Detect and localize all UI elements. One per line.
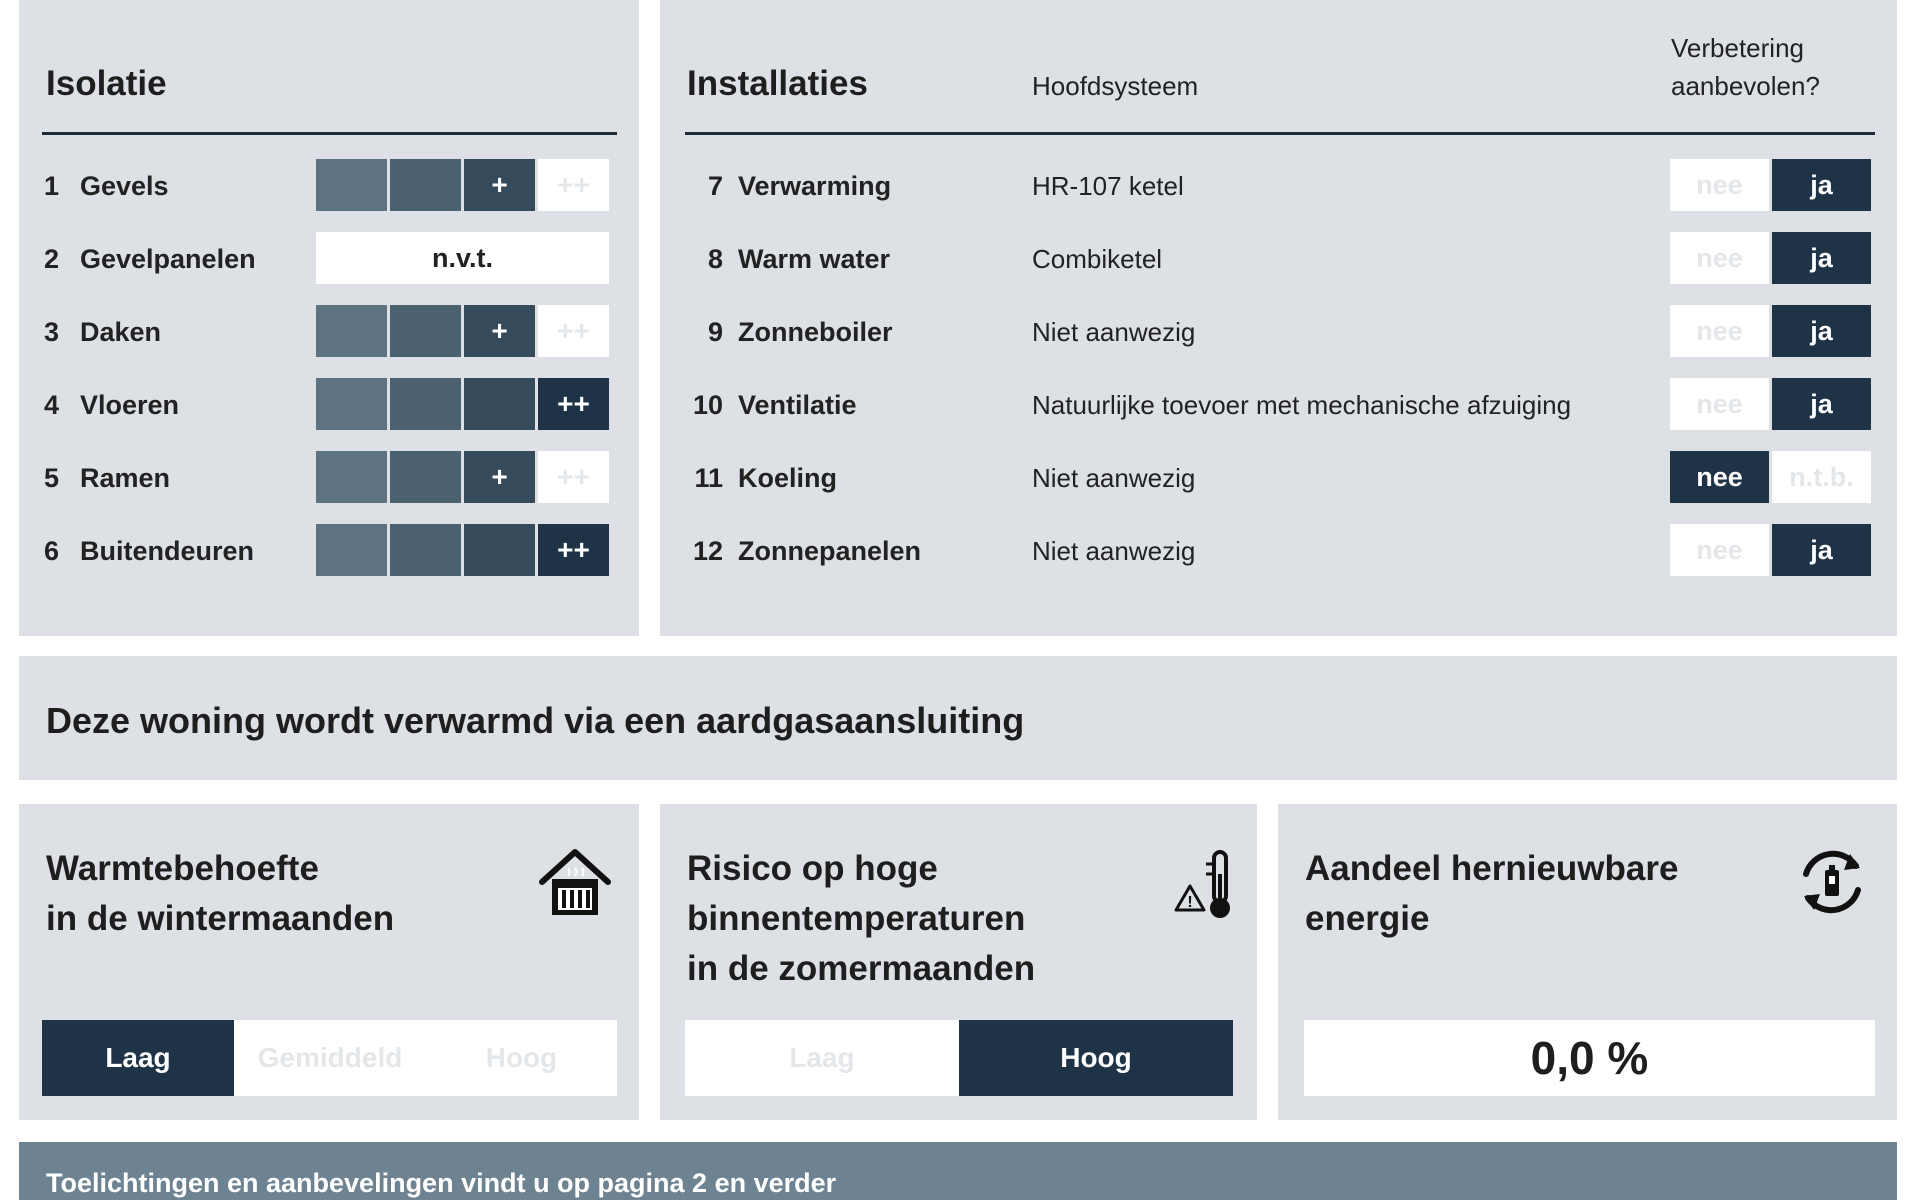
card-title-line: in de wintermaanden <box>46 899 395 938</box>
card-title-line: Aandeel hernieuwbare <box>1305 849 1679 888</box>
installaties-row-zonneboiler <box>685 305 1875 357</box>
installaties-row-verwarming <box>685 159 1875 211</box>
svg-text:!: ! <box>1187 894 1193 911</box>
column-header-system: Hoofdsysteem <box>1032 71 1199 101</box>
advice-no: nee <box>1670 524 1769 576</box>
isolatie-title: Isolatie <box>46 64 167 103</box>
row-label: Koeling <box>738 463 837 493</box>
row-system: Niet aanwezig <box>1032 536 1196 566</box>
level-segment-2 <box>390 524 461 576</box>
house-heating-icon <box>538 846 612 920</box>
row-number: 10 <box>692 390 723 420</box>
advice-yes: ja <box>1772 378 1871 430</box>
row-number: 12 <box>692 536 723 566</box>
card-title-line: in de zomermaanden <box>687 949 1036 988</box>
heating-banner <box>19 656 1897 780</box>
advice-no: nee <box>1670 159 1769 211</box>
advice-yes: ja <box>1772 232 1871 284</box>
level-segment-3: + <box>464 159 535 211</box>
row-label: Zonneboiler <box>738 317 893 347</box>
advice-yes: ja <box>1772 305 1871 357</box>
level-segment-3: + <box>464 305 535 357</box>
installaties-row-warm-water <box>685 232 1875 284</box>
level-segment-4: ++ <box>538 378 609 430</box>
row-number: 6 <box>44 536 60 566</box>
card-title <box>687 844 1035 994</box>
installaties-divider <box>685 132 1875 135</box>
scale-option-hoog: Hoog <box>959 1020 1233 1096</box>
scale-option-laag: Laag <box>42 1020 234 1096</box>
row-label: Verwarming <box>738 171 892 201</box>
row-number: 3 <box>44 317 60 347</box>
card-warmtebehoefte <box>19 804 639 1120</box>
row-number: 11 <box>694 463 723 493</box>
level-segment-1 <box>316 451 387 503</box>
level-segment-4: ++ <box>538 159 609 211</box>
row-label: Warm water <box>738 244 891 274</box>
isolatie-row-gevelpanelen <box>44 232 614 284</box>
installaties-panel <box>660 0 1897 636</box>
scale-option-hoog: Hoog <box>485 1042 558 1073</box>
level-segment-1 <box>316 378 387 430</box>
row-number: 7 <box>707 171 723 201</box>
column-header-advice-line2: aanbevolen? <box>1671 71 1820 101</box>
advice-no: nee <box>1670 451 1769 503</box>
card-title <box>1305 844 1678 944</box>
installaties-row-ventilatie <box>685 378 1875 430</box>
footer-bar <box>19 1142 1897 1200</box>
isolatie-row-buitendeuren <box>44 524 614 576</box>
row-label: Gevelpanelen <box>80 244 256 274</box>
level-segment-2 <box>390 451 461 503</box>
card-title-line: Warmtebehoefte <box>46 849 319 888</box>
level-segment-2 <box>390 305 461 357</box>
row-label: Daken <box>80 317 162 347</box>
advice-tbd: n.t.b. <box>1772 451 1871 503</box>
level-segment-4: ++ <box>538 305 609 357</box>
isolatie-row-gevels <box>44 159 614 211</box>
advice-no: nee <box>1670 305 1769 357</box>
level-segment-1 <box>316 159 387 211</box>
row-number: 2 <box>44 244 60 274</box>
footer-text: Toelichtingen en aanbevelingen vindt u op pagina 2 en verder <box>46 1168 837 1198</box>
row-system: HR-107 ketel <box>1032 171 1184 201</box>
not-applicable-value: n.v.t. <box>316 232 609 284</box>
level-segment-1 <box>316 524 387 576</box>
level-segment-4: ++ <box>538 451 609 503</box>
card-title <box>46 844 394 944</box>
installaties-row-zonnepanelen <box>685 524 1875 576</box>
renewable-share-value: 0,0 % <box>1304 1020 1875 1096</box>
isolatie-row-daken <box>44 305 614 357</box>
row-system: Natuurlijke toevoer met mechanische afzuiging <box>1032 390 1572 420</box>
risico-scale <box>685 1020 1233 1096</box>
renewable-cycle-icon <box>1790 840 1874 924</box>
row-system: Niet aanwezig <box>1032 317 1196 347</box>
warmte-scale <box>42 1020 617 1096</box>
advice-no: nee <box>1670 232 1769 284</box>
advice-no: nee <box>1670 378 1769 430</box>
card-risico-hoge-temperaturen <box>660 804 1257 1120</box>
row-number: 9 <box>707 317 723 347</box>
row-label: Ventilatie <box>738 390 857 420</box>
card-title-line: energie <box>1305 899 1430 938</box>
row-label: Buitendeuren <box>80 536 255 566</box>
level-segment-3: + <box>464 451 535 503</box>
row-label: Ramen <box>80 463 171 493</box>
advice-yes: ja <box>1772 524 1871 576</box>
level-segment-1 <box>316 305 387 357</box>
scale-option-laag: Laag <box>789 1042 855 1073</box>
column-header-advice-line1: Verbetering <box>1671 33 1804 63</box>
scale-option-gemiddeld: Gemiddeld <box>257 1042 403 1073</box>
row-number: 1 <box>44 171 60 201</box>
card-title-line: Risico op hoge <box>687 849 938 888</box>
level-segment-2 <box>390 378 461 430</box>
warning-thermometer-icon <box>1172 846 1238 922</box>
row-label: Gevels <box>80 171 169 201</box>
isolatie-panel <box>19 0 639 636</box>
level-segment-3 <box>464 524 535 576</box>
isolatie-row-ramen <box>44 451 614 503</box>
row-number: 5 <box>44 463 60 493</box>
row-label: Vloeren <box>80 390 180 420</box>
row-label: Zonnepanelen <box>738 536 922 566</box>
installaties-title: Installaties <box>687 64 868 103</box>
isolatie-divider <box>42 132 617 135</box>
row-number: 8 <box>707 244 723 274</box>
isolatie-row-vloeren <box>44 378 614 430</box>
heating-banner-text: Deze woning wordt verwarmd via een aardgasaansluiting <box>46 700 1025 741</box>
level-segment-2 <box>390 159 461 211</box>
card-title-line: binnentemperaturen <box>687 899 1026 938</box>
installaties-row-koeling <box>685 451 1875 503</box>
row-system: Combiketel <box>1032 244 1163 274</box>
advice-yes: ja <box>1772 159 1871 211</box>
level-segment-4: ++ <box>538 524 609 576</box>
row-number: 4 <box>44 390 60 420</box>
level-segment-3 <box>464 378 535 430</box>
card-aandeel-hernieuwbare-energie <box>1278 804 1897 1120</box>
row-system: Niet aanwezig <box>1032 463 1196 493</box>
